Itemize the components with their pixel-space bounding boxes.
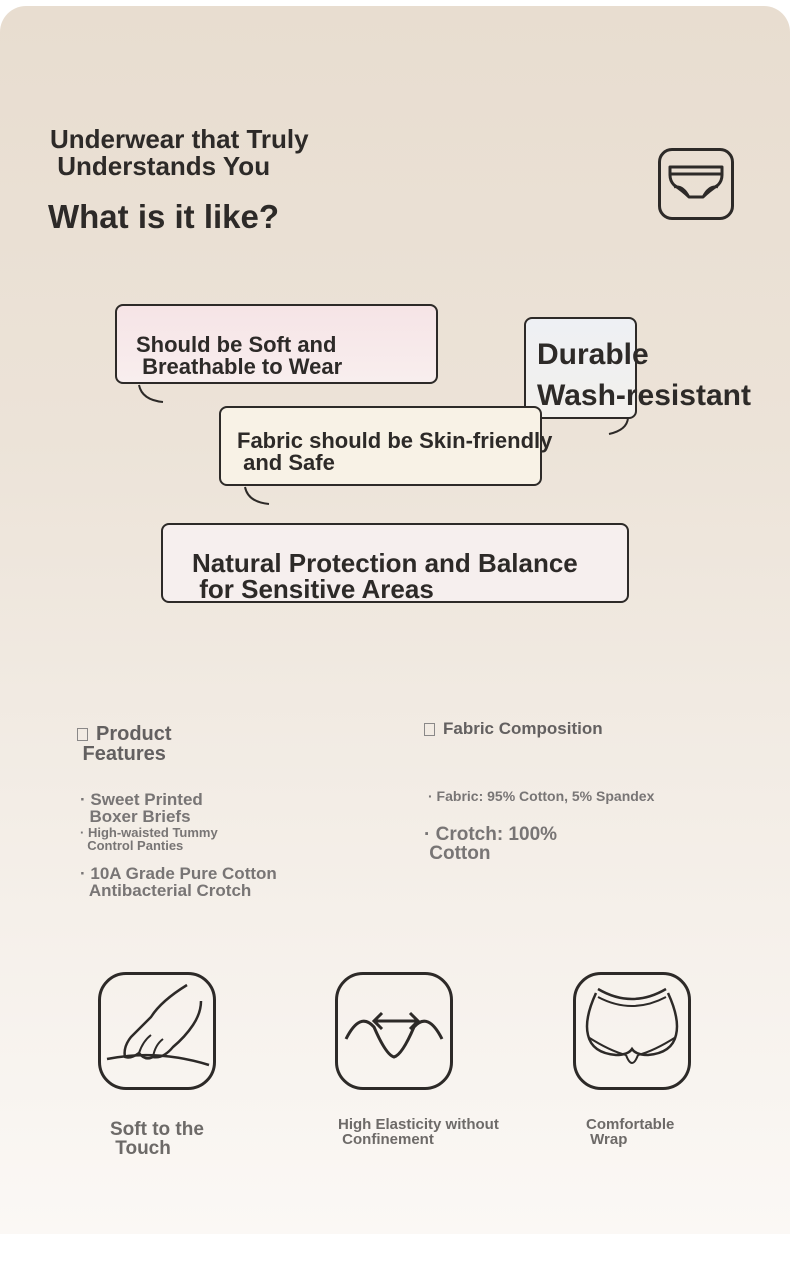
feature-item: · 10A Grade Pure Cotton Antibacterial Crotch: [80, 864, 277, 900]
subheadline: What is it like?: [48, 198, 280, 235]
composition-heading-text: Fabric Composition: [443, 719, 603, 738]
feature-item: · Sweet Printed Boxer Briefs: [80, 790, 203, 826]
icon-label: Comfortable Wrap: [586, 1116, 675, 1148]
features-heading: [77, 724, 172, 764]
composition-item: · Fabric: 95% Cotton, 5% Spandex: [428, 788, 655, 804]
bubble-text-soft: Should be Soft and Breathable to Wear: [136, 332, 343, 379]
checkbox-icon: [77, 728, 88, 741]
hand-touch-icon: [98, 972, 216, 1090]
bubble-tail-2: [240, 486, 274, 508]
bubble-text-skin-friendly: Fabric should be Skin-friendly and Safe: [237, 428, 553, 475]
bubble-tail-1: [136, 384, 168, 406]
icon-label: High Elasticity without Confinement: [338, 1116, 499, 1148]
checkbox-icon: [424, 723, 435, 736]
composition-item: · Crotch: 100% Cotton: [424, 824, 558, 864]
bubble-text-protection: Natural Protection and Balance for Sensitive Areas: [192, 548, 578, 604]
bubble-tail-4: [603, 418, 633, 440]
underwear-icon: [658, 148, 734, 220]
features-heading-text: Product Features: [82, 723, 172, 765]
feature-item: · High-waisted Tummy Control Panties: [80, 825, 218, 853]
body-wrap-icon: [573, 972, 691, 1090]
elastic-wave-icon: [335, 972, 453, 1090]
composition-heading: [424, 720, 603, 737]
headline: Underwear that Truly Understands You: [50, 124, 309, 181]
icon-label: Soft to the Touch: [110, 1119, 204, 1159]
bubble-text-durable: Durable Wash-resistant: [537, 338, 751, 413]
